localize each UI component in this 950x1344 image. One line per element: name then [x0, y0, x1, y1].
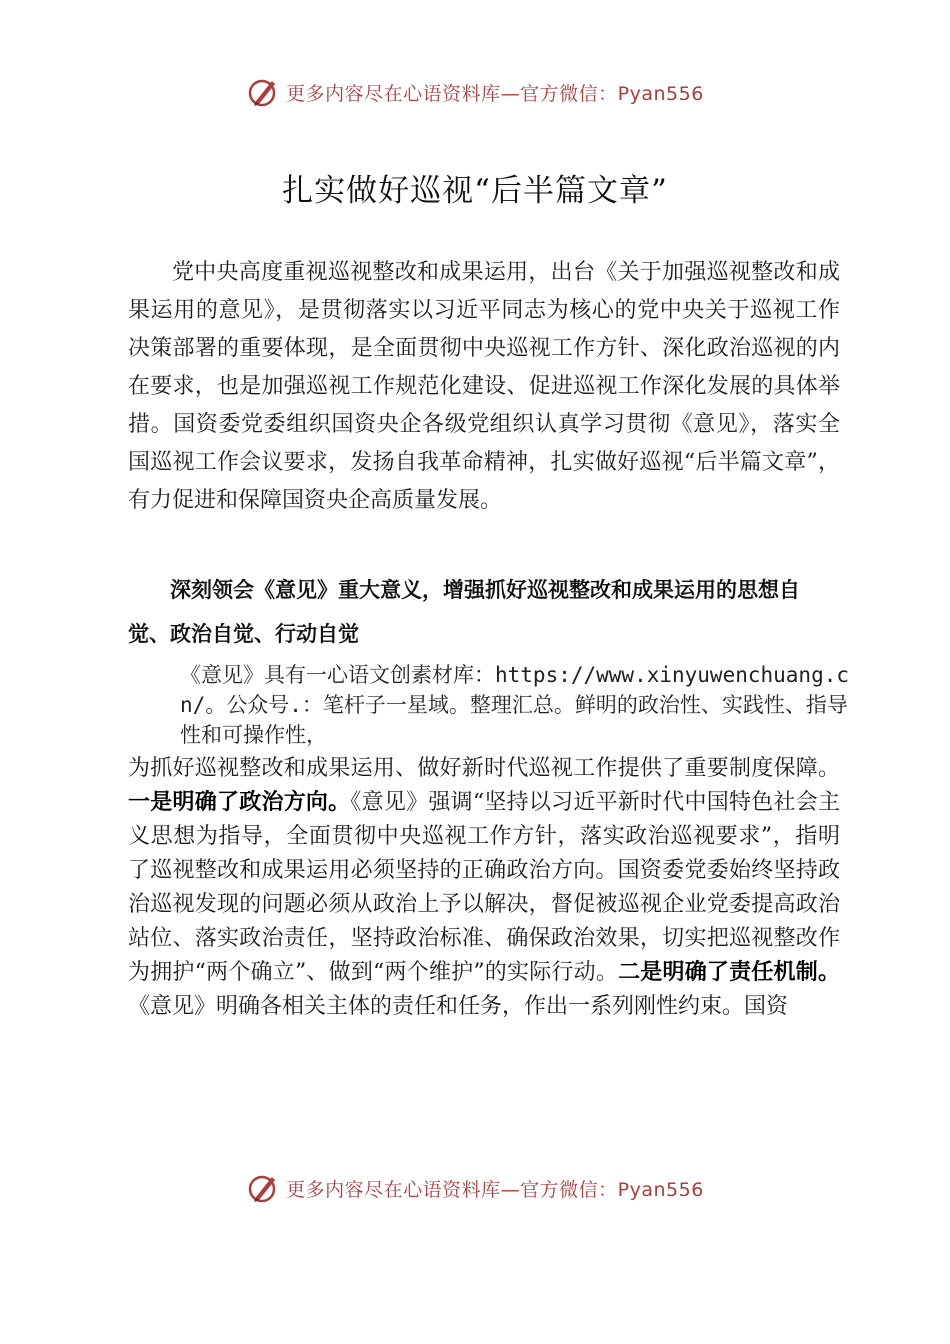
body-paragraph: [128, 752, 840, 1024]
point-two-heading: 二是明确了责任机制。: [618, 960, 840, 985]
pen-logo-icon: [246, 1171, 280, 1205]
inserted-source-note: 《意见》具有一心语文创素材库：https://www.xinyuwenchuang.cn/。公众号.：笔杆子一星域。整理汇总。鲜明的政治性、实践性、指导性和可操作性，: [180, 663, 850, 747]
body-text: 《意见》明确各相关主体的责任和任务，作出一系列刚性约束。国资: [128, 994, 789, 1019]
banner-text: 更多内容尽在心语资料库—官方微信：Pyan556: [286, 82, 704, 105]
point-one-heading: 一是明确了政治方向。: [128, 790, 351, 815]
body-text: 《意见》强调“坚持以习近平新时代中国特色社会主义思想为指导，全面贯彻中央巡视工作方针，落实政治巡视要求”，指明了巡视整改和成果运用必须坚持的正确政治方向。国资委党委始终坚持政治巡视发现的问题必须从政治上予以解决，督促被巡视企业党委提高政治站位、落实政治责任，坚持政治标准、确保政治效果，切实把巡视整改作为拥护“两个确立”、做到“两个维护”的实际行动。: [128, 790, 840, 985]
banner-text: 更多内容尽在心语资料库—官方微信：Pyan556: [286, 1178, 704, 1201]
pen-logo-icon: [246, 75, 280, 109]
header-banner: [0, 72, 950, 112]
intro-paragraph: 党中央高度重视巡视整改和成果运用，出台《关于加强巡视整改和成果运用的意见》，是贯彻落实以习近平同志为核心的党中央关于巡视工作决策部署的重要体现，是全面贯彻中央巡视工作方针、深化政治巡视的内在要求，也是加强巡视工作规范化建设、促进巡视工作深化发展的具体举措。国资委党委组织国资央企各级党组织认真学习贯彻《意见》，落实全国巡视工作会议要求，发扬自我革命精神，扎实做好巡视“后半篇文章”，有力促进和保障国资央企高质量发展。: [128, 260, 840, 513]
footer-banner: [0, 1168, 950, 1208]
body-text: 为抓好巡视整改和成果运用、做好新时代巡视工作提供了重要制度保障。: [128, 756, 840, 781]
document-title: 扎实做好巡视“后半篇文章”: [282, 173, 668, 209]
section-heading: 深刻领会《意见》重大意义，增强抓好巡视整改和成果运用的思想自觉、政治自觉、行动自觉: [128, 578, 800, 646]
